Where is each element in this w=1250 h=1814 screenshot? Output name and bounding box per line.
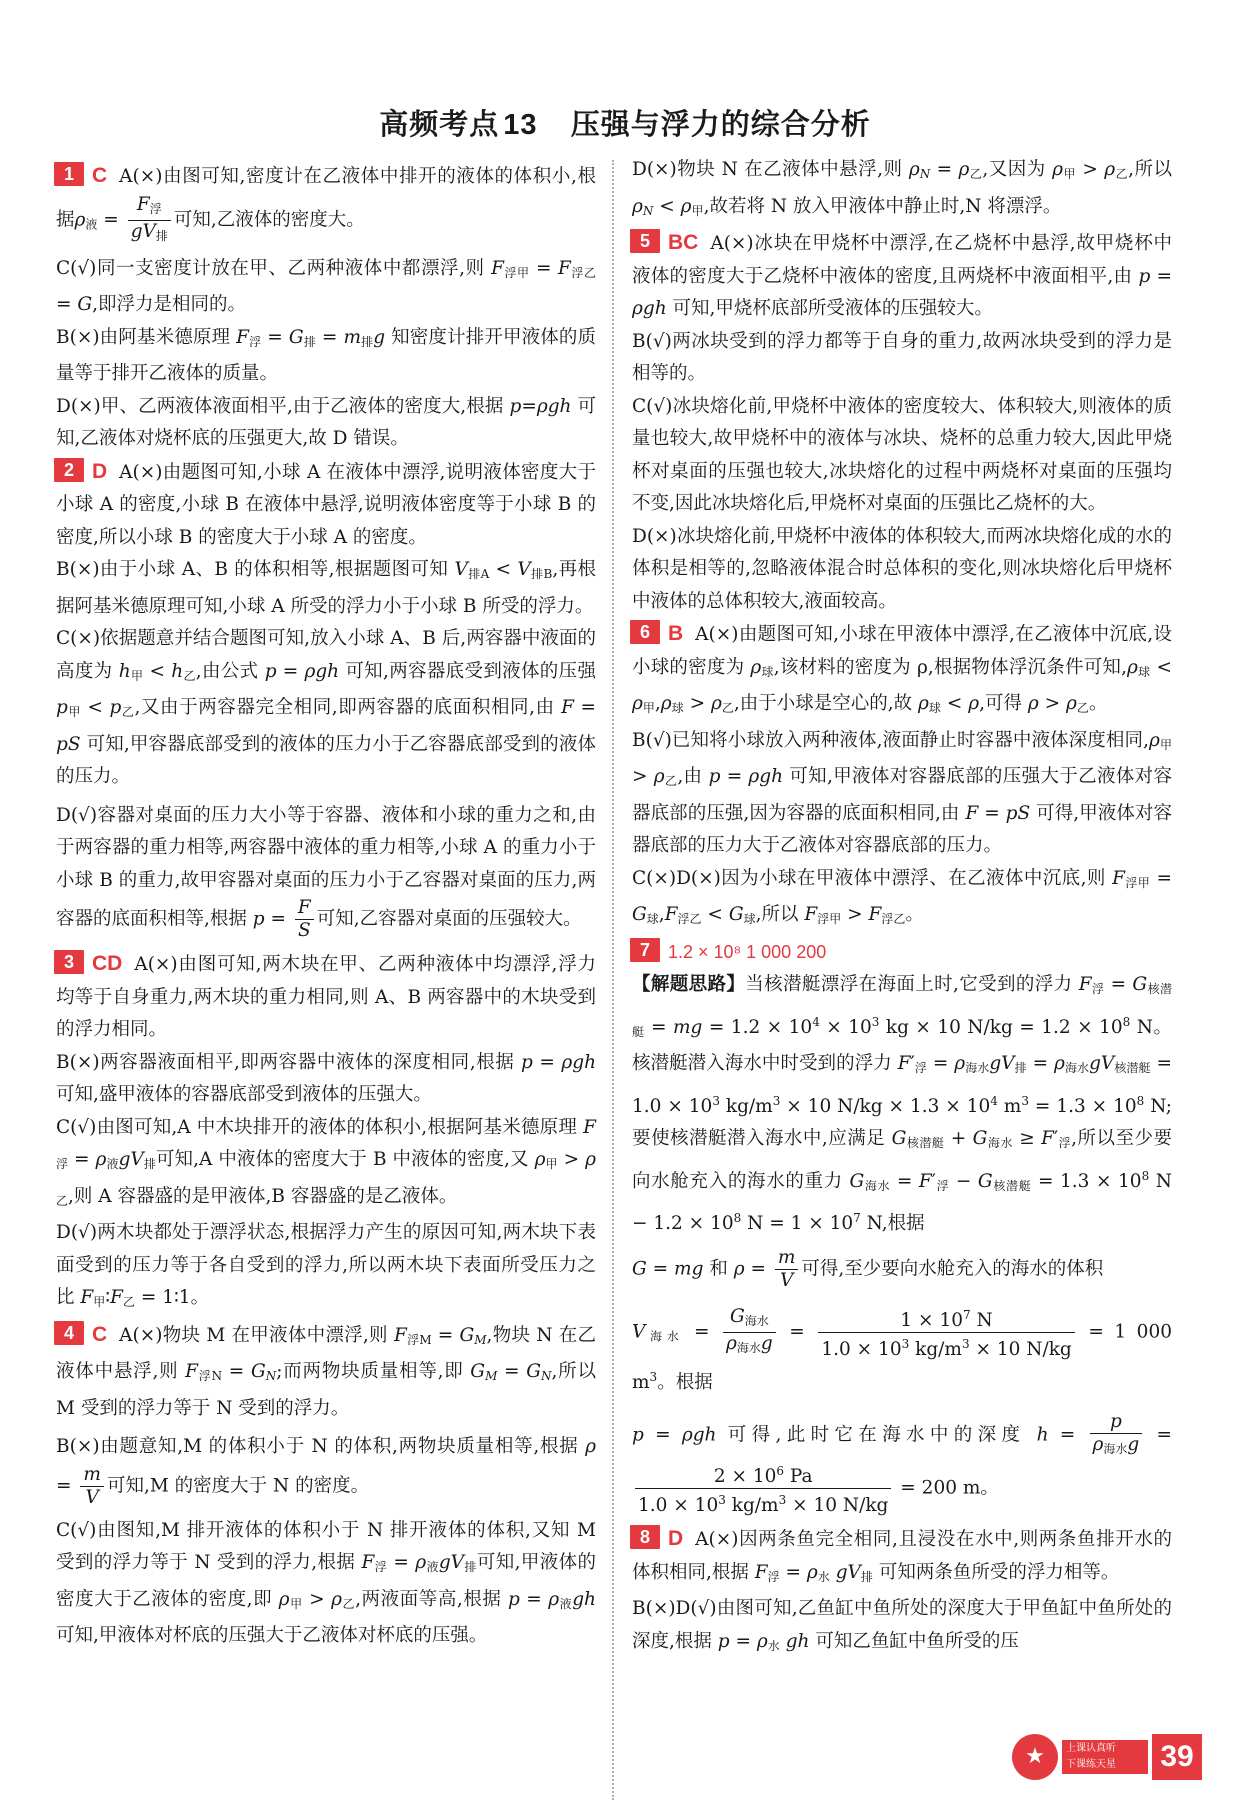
question-number: 5 [630, 229, 660, 253]
question-number: 2 [54, 458, 84, 482]
answer-letter: CD [92, 952, 123, 975]
answer-letter: D [92, 459, 108, 483]
slogan: 上课认真听 下课练天星 [1062, 1740, 1148, 1774]
page-number: 39 [1152, 1734, 1202, 1780]
question-number: 1 [54, 162, 84, 186]
left-column [56, 154, 596, 1653]
question-number: 8 [630, 1525, 660, 1549]
answer-block-6: 6 B A(×)由题图可知,小球在甲液体中漂浮,在乙液体中沉底,设小球的密度为 $\rho_球$,该材料的密度为 ρ,根据物体浮沉条件可知$,\rho_球 < \rho_甲,\rho_球 > \rho_乙$,由于小球是空心的,故 $\rho_球 < \rho$,可得 $\rho > \rho_乙$。 B(√)已知将小球放入两种液体,液面静止时容器中液体深度相同$,\rho_甲 > \rho_乙$,由 p = ρgh 可知,甲液体对容器底部的压强大于乙液体对容器底部的压强,因为容器的底面积相同,由 F = pS 可得,甲液体对容器底部的压力大于乙液体对容器底部的压力。 C(×)D(×)因为小球在甲液体中漂浮、在乙液体中沉底,则 $F_{浮甲} = G_球,F_{浮乙} < G_球$,所以 $F_{浮甲} > F_{浮乙}$。 [632, 622, 1173, 926]
column-divider [612, 160, 614, 1800]
solution-tip-label: 【解题思路】 [632, 974, 746, 995]
answer-block-3: 3 CD A(×)由图可知,两木块在甲、乙两种液体中均漂浮,浮力均等于自身重力,两木块的重力相同,则 A、B 两容器中的木块受到的浮力相同。 B(×)两容器液面相平,即两容器中液体的深度相同,根据 p = ρgh 可知,盛甲液体的容器底部受到液体的压强大。 C(√)由图可知,A 中木块排开的液体的体积小,根据阿基米德原理 $F_浮 = \rho_液gV_排$可知,A 中液体的密度大于 B 中液体的密度,又 $\rho_甲 > \rho_乙$,则 A 容器盛的是甲液体,B 容器盛的是乙液体。 D(√)两木块都处于漂浮状态,根据浮力产生的原因可知,两木块下表面受到的压力等于各自受到的浮力,所以两木块下表面所受压力之比 $F_甲∶F_乙$ = 1∶1。 [56, 952, 597, 1309]
answer-block-4: 4 C A(×)物块 M 在甲液体中漂浮,则 $F_{浮M} = G_M$,物块 N 在乙液体中悬浮,则 $F_{浮N} = G_N$;而两物块质量相等,即 $G_M = G_N$,所以 M 受到的浮力等于 N 受到的浮力。 B(×)由题意知,M 的体积小于 N 的体积,两物块质量相等,根据 ρ = $\frac{m}{V}$ 可知,M 的密度大于 N 的密度。 C(√)由图知,M 排开液体的体积小于 N 排开液体的体积,又知 M 受到的浮力等于 N 受到的浮力,根据 $F_浮 = \rho_液gV_排$可知,甲液体的密度大于乙液体的密度,即 $\rho_甲 > \rho_乙$,两液面等高,根据 $p = \rho_液gh$ 可知,甲液体对杯底的压强大于乙液体对杯底的压强。 [56, 1322, 596, 1646]
answer-block-8: 8 D A(×)因两条鱼完全相同,且浸没在水中,则两条鱼排开水的体积相同,根据 $F_浮 = \rho_水$ $gV_排$ 可知两条鱼所受的浮力相等。 B(×)D(√)由图可知,乙鱼缸中鱼所处的深度大于甲鱼缸中鱼所处的深度,根据 $p = \rho_水$ gh 可知乙鱼缸中鱼所受的压 [632, 1527, 1172, 1653]
question-number: 7 [630, 938, 660, 962]
answer-block-1: 1 C A(×)由图可知,密度计在乙液体中排开的液体的体积小,根据$\rho_液$ = $\frac{F_浮}{gV_排}$ 可知,乙液体的密度大。 C(√)同一支密度计放在甲、乙两种液体中都漂浮,则 $F_{浮甲} = F_{浮乙} = G$,即浮力是相同的。 B(×)由阿基米德原理 $F_浮 = G_排 = m_排g$ 知密度计排开甲液体的质量等于排开乙液体的质量。 D(×)甲、乙两液体液面相平,由于乙液体的密度大,根据 p=ρgh 可知,乙液体对烧杯底的压强更大,故 D 错误。 [56, 164, 596, 449]
answer-block-2: 2 D A(×)由题图可知,小球 A 在液体中漂浮,说明液体密度大于小球 A 的密度,小球 B 在液体中悬浮,说明液体密度等于小球 B 的密度,所以小球 B 的密度大于小球 A 的密度。 B(×)由于小球 A、B 的体积相等,根据题图可知 $V_{排A} < V_{排B}$,再根据阿基米德原理可知,小球 A 所受的浮力小于小球 B 所受的浮力。 C(×)依据题意并结合题图可知,放入小球 A、B 后,两容器中液面的高度为 $h_甲 < h_乙$,由公式 p = ρgh 可知,两容器底受到液体的压强 $p_甲 < p_乙$,又由于两容器完全相同,即两容器的底面积相同,由 F = pS 可知,甲容器底部受到的液体的压力小于乙容器底部受到的液体的压力。 D(√)容器对桌面的压力大小等于容器、液体和小球的重力之和,由于两容器的重力相等,两容器中液体的重力相等,小球 A 的重力小于小球 B 的重力,故甲容器对桌面的压力小于乙容器对桌面的压力,两容器的底面积相等,根据 p = $\frac{F}{S}$ 可知,乙容器对桌面的压强较大。 [56, 459, 596, 941]
star-mascot-icon: ★ [1012, 1734, 1058, 1780]
answer-letter: C [92, 164, 108, 187]
answer-letter: C [92, 1322, 108, 1346]
answer-values: 1.2 × 10⁸ 1 000 200 [668, 941, 827, 962]
question-number: 4 [54, 1321, 84, 1345]
answer-letter: B [668, 622, 684, 645]
answer-block-7: 7 1.2 × 10⁸ 1 000 200 【解题思路】当核潜艇漂浮在海面上时,它受到的浮力 $F_浮 = G_{核潜艇}$ = mg = $1.2 \times 10^4 \times 10^3$ kg × 10 $N/kg = 1.2 \times 10^8$ N。核潜艇潜入海水中时受到的浮力 $F'_浮 = \rho_{海水}gV_排 = \rho_{海水}gV_{核潜艇} = 1.0 \times 10^3$ $kg/m^3 \times 10$ $N/kg \times 1.3 \times 10^4$ $m^3 = 1.3 \times 10^8$ N;要使核潜艇潜入海水中,应满足 $G_{核潜艇} + G_{海水} \ge F'_浮$,所以至少要向水舱充入的海水的重力 $G_{海水} = F'_浮 - G_{核潜艇} = 1.3 \times 10^8$ $N - 1.2 \times 10^8$ $N = 1 \times 10^7$ N,根据 G = mg 和 ρ = $\frac{m}{V}$ 可得,至少要向水舱充入的海水的体积 $V_{海水}$ = $\frac{G_{海水}}{\rho_{海水}g}$ = $\frac{1 \times 10^7 N}{1.0 \times 10^3 kg/m^3 \times 10 N/kg}$ = 1 000 $m^3$。根据 p = ρgh 可得,此时它在海水中的深度 h = $\frac{p}{\rho_{海水}g}$ = $\frac{2 \times 10^6 Pa}{1.0 \times 10^3 kg/m^3 \times 10 N/kg}$ = 200 m。 [632, 939, 1173, 1516]
page-title: 高频考点 13 压强与浮力的综合分析 [379, 107, 871, 141]
page-number-badge [1012, 1736, 1202, 1778]
answer-block-4-cont: D(×)物块 N 在乙液体中悬浮,则 $\rho_N = \rho_乙$,又因为 $\rho_甲 > \rho_乙$,所以 $\rho_N < \rho_甲$,故若将 N 放入甲液体中静止时,N 将漂浮。 [632, 159, 1172, 218]
right-column [632, 154, 1172, 1662]
answer-block-5: 5 BC A(×)冰块在甲烧杯中漂浮,在乙烧杯中悬浮,故甲烧杯中液体的密度大于乙烧杯中液体的密度,且两烧杯中液面相平,由 p = ρgh 可知,甲烧杯底部所受液体的压强较大。 B(√)两冰块受到的浮力都等于自身的重力,故两冰块受到的浮力是相等的。 C(√)冰块熔化前,甲烧杯中液体的密度较大、体积较大,则液体的质量也较大,故甲烧杯中的液体与冰块、烧杯的总重力较大,因此甲烧杯对桌面的压强也较大,冰块熔化的过程中两烧杯对桌面的压强均不变,因此冰块熔化后,甲烧杯对桌面的压强比乙烧杯的大。 D(×)冰块熔化前,甲烧杯中液体的体积较大,而两冰块熔化成的水的体积是相等的,忽略液体混合时总体积的变化,则冰块熔化后甲烧杯中液体的总体积较大,液面较高。 [632, 231, 1172, 612]
answer-letter: D [668, 1527, 684, 1550]
answer-letter: BC [668, 231, 699, 254]
question-number: 6 [630, 620, 660, 644]
question-number: 3 [54, 950, 84, 974]
